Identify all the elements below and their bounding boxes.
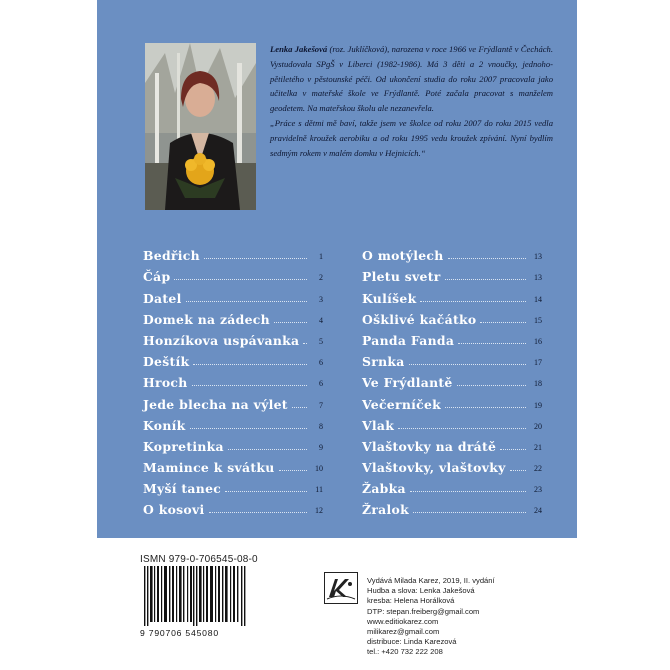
toc-leader-dots [410, 491, 526, 492]
toc-item [143, 433, 323, 454]
publisher-info [367, 576, 495, 658]
toc-page-number: 16 [534, 336, 542, 346]
toc-leader-dots [448, 258, 526, 259]
author-bio [270, 42, 553, 160]
toc-title: Vlaštovky, vlaštovky [362, 460, 506, 476]
toc-title: Večerníček [362, 396, 442, 412]
table-of-contents-left [143, 242, 323, 517]
toc-page-number: 17 [534, 358, 542, 368]
toc-leader-dots [190, 428, 307, 429]
toc-title: Koník [143, 417, 186, 433]
table-of-contents-right [362, 242, 542, 517]
toc-title: Bedřich [143, 248, 200, 264]
toc-leader-dots [228, 449, 307, 450]
toc-leader-dots [445, 279, 526, 280]
toc-leader-dots [292, 407, 307, 408]
toc-title: Datel [143, 290, 182, 306]
toc-item [143, 390, 323, 411]
toc-page-number: 15 [534, 315, 542, 325]
publisher-line: kresba: Helena Horálková [367, 596, 455, 606]
toc-item [143, 306, 323, 327]
toc-item [362, 369, 542, 390]
toc-page-number: 19 [534, 400, 542, 410]
toc-item [362, 433, 542, 454]
toc-title: Domek na zádech [143, 311, 270, 327]
author-photo [145, 43, 256, 210]
toc-page-number: 13 [534, 252, 542, 262]
author-name: Lenka Jakešová [270, 44, 328, 54]
toc-leader-dots [186, 301, 307, 302]
toc-item [362, 242, 542, 263]
ismn-code: ISMN 979-0-706545-08-0 [140, 554, 258, 565]
toc-leader-dots [225, 491, 307, 492]
toc-leader-dots [409, 364, 526, 365]
toc-page-number: 9 [319, 442, 323, 452]
toc-item [143, 242, 323, 263]
publisher-line: milikarez@gmail.com [367, 627, 440, 637]
toc-page-number: 10 [315, 464, 323, 474]
toc-title: Žabka [362, 481, 406, 497]
publisher-line: DTP: stepan.freiberg@gmail.com [367, 606, 480, 616]
toc-title: Honzíkova uspávanka [143, 332, 300, 348]
toc-item [143, 284, 323, 305]
toc-item [362, 327, 542, 348]
toc-page-number: 20 [534, 421, 542, 431]
toc-title: Hroch [143, 375, 188, 391]
toc-item [362, 348, 542, 369]
toc-title: Panda Fanda [362, 332, 455, 348]
toc-page-number: 14 [534, 294, 542, 304]
toc-leader-dots [457, 385, 526, 386]
toc-title: Pletu svetr [362, 269, 441, 285]
toc-page-number: 8 [319, 421, 323, 431]
toc-page-number: 11 [315, 485, 323, 495]
toc-leader-dots [445, 407, 526, 408]
toc-page-number: 23 [534, 485, 542, 495]
toc-item [143, 327, 323, 348]
toc-title: Kulíšek [362, 290, 417, 306]
toc-item [143, 454, 323, 475]
toc-title: Myší tanec [143, 481, 222, 497]
toc-leader-dots [500, 449, 526, 450]
author-quote: „Práce s dětmi mě baví, takže jsem ve školce od roku 2007 do roku 2015 vedla pravidelně kroužek aerobiku a od roku 1995 vedu kroužek zpívání. Nyní bydlím sedmým rokem v malém domku v Hejnicích.“ [270, 117, 553, 158]
karez-publisher-logo-icon [324, 572, 358, 604]
toc-leader-dots [413, 512, 526, 513]
toc-item [362, 390, 542, 411]
toc-page-number: 24 [534, 506, 542, 516]
author-photo-image [145, 43, 256, 210]
toc-item [362, 496, 542, 517]
publisher-line: tel.: +420 732 222 208 [367, 647, 443, 657]
toc-title: Vlak [362, 417, 395, 433]
toc-item [143, 496, 323, 517]
author-bio-paragraph [270, 42, 553, 116]
toc-leader-dots [303, 343, 307, 344]
toc-title: Čáp [143, 269, 171, 285]
toc-item [143, 348, 323, 369]
toc-title: Mamince k svátku [143, 460, 275, 476]
toc-page-number: 21 [534, 442, 542, 452]
toc-page-number: 13 [534, 273, 542, 283]
toc-item [143, 263, 323, 284]
toc-page-number: 22 [534, 464, 542, 474]
toc-leader-dots [193, 364, 307, 365]
toc-leader-dots [480, 322, 526, 323]
toc-title: Srnka [362, 354, 405, 370]
toc-item [362, 454, 542, 475]
publisher-line: Vydává Milada Karez, 2019, II. vydání [367, 576, 495, 585]
toc-leader-dots [209, 512, 307, 513]
toc-page-number: 1 [319, 252, 323, 262]
toc-leader-dots [510, 470, 526, 471]
toc-leader-dots [420, 301, 526, 302]
toc-title: Jede blecha na výlet [143, 396, 288, 412]
toc-page-number: 7 [319, 400, 323, 410]
toc-item [362, 263, 542, 284]
publisher-line: www.editiokarez.com [367, 616, 439, 626]
toc-leader-dots [279, 470, 307, 471]
toc-leader-dots [398, 428, 526, 429]
toc-page-number: 6 [319, 358, 323, 368]
toc-title: Deštík [143, 354, 190, 370]
toc-leader-dots [204, 258, 307, 259]
toc-item [362, 284, 542, 305]
toc-page-number: 6 [319, 379, 323, 389]
publisher-line: Hudba a slova: Lenka Jakešová [367, 586, 475, 596]
toc-title: Ošklivé kačátko [362, 311, 477, 327]
toc-title: Žralok [362, 502, 409, 518]
barcode-number: 9 790706 545080 [140, 628, 219, 638]
toc-item [143, 412, 323, 433]
toc-page-number: 2 [319, 273, 323, 283]
toc-title: Vlaštovky na drátě [362, 438, 497, 454]
toc-page-number: 5 [319, 336, 323, 346]
publisher-line: distribuce: Linda Karezová [367, 637, 457, 647]
toc-item [362, 306, 542, 327]
author-bio-text: (roz. Juklíčková), narozena v roce 1966 ve Frýdlantě v Čechách. Vystudovala SPgŠ v Liberci (1982-1986). Má 3 děti a 2 vnoučky, jednoho-pětiletého v pěstounské péči. Od ukončení studia do roku 2007 pracovala jako učitelka v mateřské škole ve Frýdlantě. Poté začala pracovat s manželem geodetem. Na mateřskou školu ale nezanevřela. [270, 44, 553, 114]
toc-item [143, 369, 323, 390]
barcode-icon [140, 566, 250, 626]
toc-page-number: 18 [534, 379, 542, 389]
toc-page-number: 4 [319, 315, 323, 325]
toc-page-number: 12 [315, 506, 323, 516]
toc-title: Kopretinka [143, 438, 224, 454]
toc-item [143, 475, 323, 496]
toc-leader-dots [174, 279, 307, 280]
toc-item [362, 475, 542, 496]
toc-title: O kosovi [143, 502, 205, 518]
toc-leader-dots [274, 322, 307, 323]
toc-leader-dots [192, 385, 307, 386]
toc-title: Ve Frýdlantě [362, 375, 453, 391]
toc-page-number: 3 [319, 294, 323, 304]
toc-leader-dots [458, 343, 526, 344]
toc-item [362, 412, 542, 433]
toc-title: O motýlech [362, 248, 444, 264]
